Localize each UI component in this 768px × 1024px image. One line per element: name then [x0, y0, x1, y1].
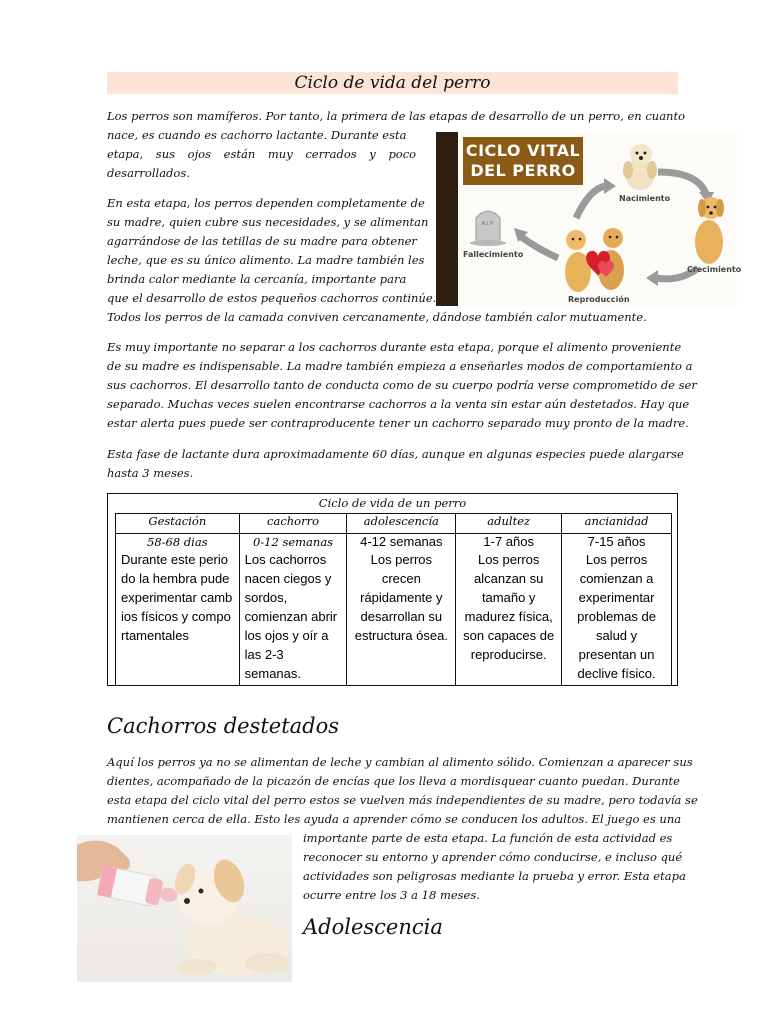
duracion-line-2: hasta 3 meses.: [107, 466, 194, 480]
table-caption: Ciclo de vida de un perro: [318, 496, 467, 510]
table-range-adolescencia: 4-12 semanas: [347, 534, 456, 551]
table-header-row: [116, 514, 672, 534]
duracion-line-1: Esta fase de lactante dura aproximadamente 60 días, aunque en algunas especies puede alargarse: [107, 447, 684, 461]
table-header-adultez: adultez: [456, 514, 562, 534]
intro-paragraph-narrow: [107, 126, 423, 183]
destetados-paragraph-wrap: [303, 829, 686, 905]
arrowhead-2: [646, 270, 658, 286]
lactante-line-1: En esta etapa, los perros dependen completamente de: [107, 196, 425, 210]
lactante-line-2: su madre, quien cubre sus necesidades, y se alimentan: [107, 215, 429, 229]
separacion-line-5: estar alerta pues puede ser contraproducente tener un cachorro separado muy pronto de la madre.: [107, 416, 689, 430]
table-header-adolescencia: adolescencía: [347, 514, 456, 534]
infographic-drawing: [436, 132, 737, 306]
puppy-bottle-photo: [77, 835, 292, 982]
separacion-line-4: separado. Muchas veces suelen encontrarse cachorros a la venta sin estar aún destetados. Hay que: [107, 397, 690, 411]
label-fallecimiento: Fallecimiento: [463, 250, 524, 259]
table-header-gestacion: Gestación: [116, 514, 240, 534]
tombstone-text: R.I.P.: [482, 221, 494, 227]
table-desc-adultez: Los perros alcanzan su tamaño y madurez física, son capaces de reproducirse.: [456, 550, 562, 686]
lactante-line-3: agarrándose de las tetillas de su madre para obtener: [107, 234, 417, 248]
arrow-nacimiento-to-crecimiento: [658, 172, 706, 194]
heading-adolescencia: Adolescencia: [303, 915, 443, 939]
duracion-paragraph: [107, 445, 684, 483]
destetados-line-1: Aquí los perros ya no se alimentan de leche y cambian al alimento sólido. Comienzan a aparecer sus: [107, 755, 693, 769]
destetados-line-7: actividades son peligrosas mediante la prueba y error. Esta etapa: [303, 869, 686, 883]
arrow-reproduccion-to-fallecimiento: [520, 236, 558, 258]
puppy-icon: [171, 856, 289, 975]
intro-line-3: etapa, sus ojos están muy cerrados y poco: [107, 147, 417, 161]
destetados-line-3: esta etapa del ciclo vital del perro estos se vuelven más independientes de su madre, pero todavía se: [107, 793, 698, 807]
destetados-line-5: importante parte de esta etapa. La función de esta actividad es: [303, 831, 673, 845]
table-range-adultez: 1-7 años: [456, 534, 562, 551]
separacion-line-1: Es muy importante no separar a los cachorros durante esta etapa, porque el alimento proveniente: [107, 340, 682, 354]
puppy-bottle-drawing: [77, 835, 292, 982]
puppy-nacimiento-icon: [623, 144, 657, 190]
destetados-line-6: reconocer su entorno y aprender cómo conducirse, e incluso qué: [303, 850, 683, 864]
lactante-line-7: Todos los perros de la camada conviven cercanamente, dándose también calor mutuamente.: [107, 310, 647, 324]
infographic-title-line-1: CICLO VITAL: [465, 141, 581, 160]
intro-line-2: nace, es cuando es cachorro lactante. Durante esta: [107, 128, 407, 142]
page-title: Ciclo de vida del perro: [294, 73, 491, 93]
table-desc-cachorro: Los cachorros nacen ciegos y sordos, comienzan abrir los ojos y oír a las 2-3 semanas.: [239, 550, 347, 686]
intro-line-4: desarrollados.: [107, 166, 190, 180]
lactante-line-4: leche, que es su único alimento. La madre también les: [107, 253, 425, 267]
table-header-cachorro: cachorro: [239, 514, 347, 534]
intro-paragraph: [107, 107, 686, 126]
arrowhead-4: [604, 178, 616, 194]
tombstone-icon: [470, 211, 506, 246]
dog-crecimiento-icon: [695, 197, 724, 264]
table-range-gestacion: 58-68 dias: [116, 534, 240, 551]
intro-line-1: Los perros son mamíferos. Por tanto, la primera de las etapas de desarrollo de un perro, en cuanto: [107, 109, 686, 123]
destetados-line-8: ocurre entre los 3 a 18 meses.: [303, 888, 480, 902]
separacion-paragraph: [107, 338, 697, 433]
label-nacimiento: Nacimiento: [619, 194, 671, 203]
table-desc-adolescencia: Los perros crecen rápidamente y desarrollan su estructura ósea.: [347, 550, 456, 686]
destetados-paragraph: [107, 753, 698, 829]
separacion-line-3: sus cachorros. El desarrollo tanto de conducta como de su cuerpo podría verse comprometido de ser: [107, 378, 697, 392]
infographic-title-line-2: DEL PERRO: [470, 161, 576, 180]
label-crecimiento: Crecimiento: [687, 265, 742, 274]
table-range-ancianidad: 7-15 años: [562, 534, 672, 551]
lactante-line-6: que el desarrollo de estos pequeños cachorros continúe.: [107, 291, 437, 305]
table-desc-ancianidad: Los perros comienzan a experimentar problemas de salud y presentan un declive físico.: [562, 550, 672, 686]
destetados-line-4: mantienen cerca de ella. Esto les ayuda a aprender cómo se conducen los adultos. El juego es una: [107, 812, 682, 826]
lactante-line-5: brinda calor mediante la cercanía, importante para: [107, 272, 407, 286]
table-header-ancianidad: ancianidad: [562, 514, 672, 534]
arrow-to-nacimiento: [576, 186, 606, 218]
table-range-cachorro: 0-12 semanas: [239, 534, 347, 551]
table-description-row: [116, 550, 672, 686]
heading-cachorros-destetados: Cachorros destetados: [107, 714, 340, 738]
table-desc-gestacion: Durante este periodo la hembra pude experimentar cambios físicos y comportamentales: [116, 550, 240, 686]
ciclo-vital-infographic: [436, 132, 742, 306]
life-cycle-table: [115, 513, 672, 686]
separacion-line-2: de su madre es indispensable. La madre también empieza a enseñarles modos de comportamiento a: [107, 359, 693, 373]
destetados-line-2: dientes, acompañado de la picazón de encías que los lleva a mordisquear cuanto puedan. Durante: [107, 774, 680, 788]
baby-bottle-icon: [97, 865, 181, 911]
label-reproduccion: Reproducción: [568, 295, 630, 304]
table-range-row: [116, 534, 672, 551]
